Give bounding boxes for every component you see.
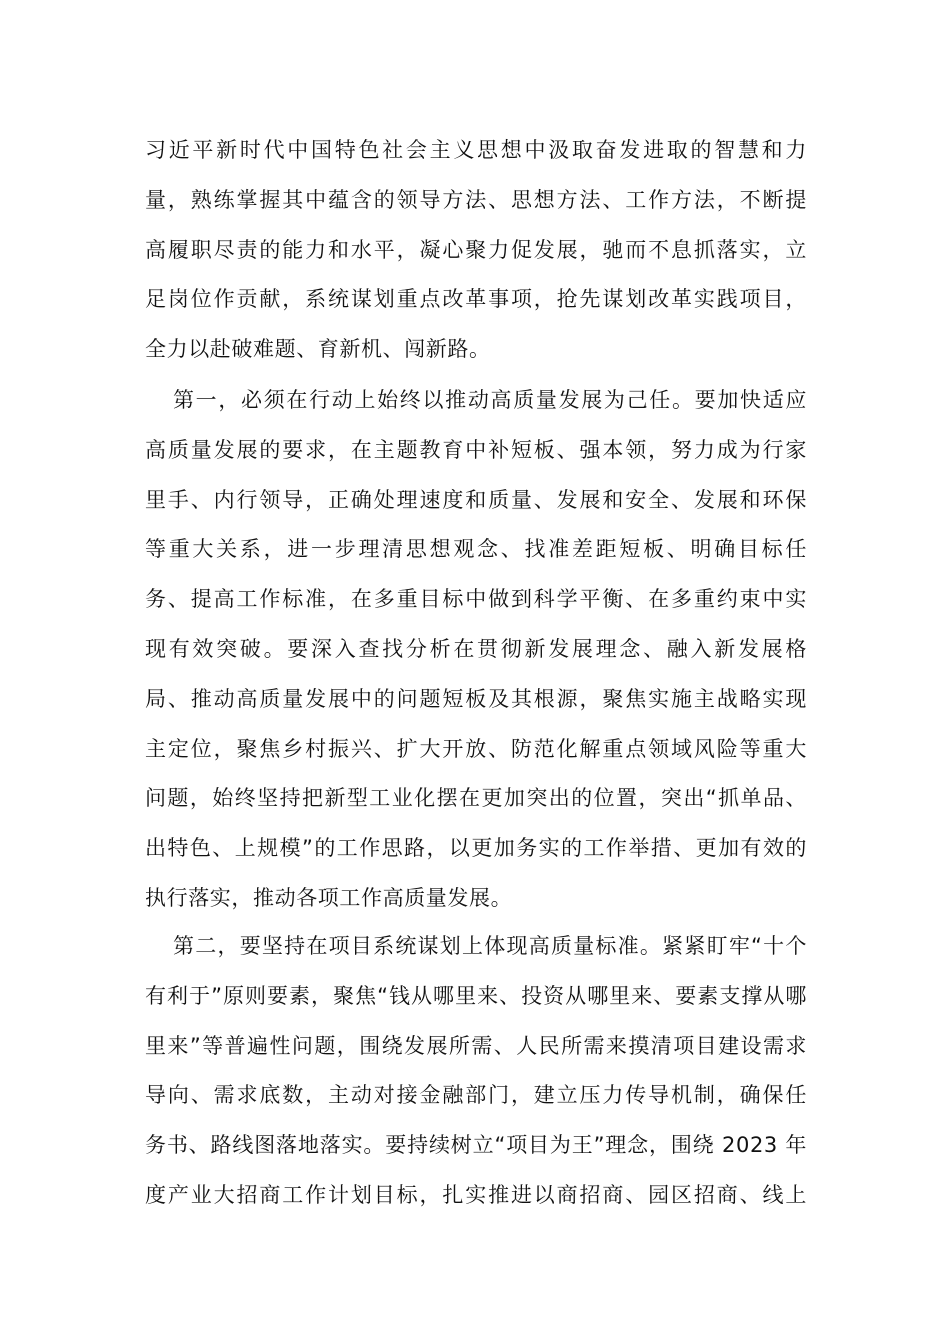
- paragraph-first-point: [145, 376, 807, 924]
- text-line: 执行落实，推动各项工作高质量发展。: [145, 885, 513, 910]
- text-line: 问题，始终坚持把新型工业化摆在更加突出的位置，突出“抓单品、: [145, 786, 807, 811]
- text-line: 务书、路线图落地落实。要持续树立“项目为王”理念，围绕 2023 年: [145, 1133, 807, 1158]
- text-line: 局、推动高质量发展中的问题短板及其根源，聚焦实施主战略实现: [145, 686, 807, 711]
- text-line: 高履职尽责的能力和水平，凝心聚力促发展，驰而不息抓落实，立: [145, 237, 807, 262]
- text-line: 足岗位作贡献，系统谋划重点改革事项，抢先谋划改革实践项目，: [145, 287, 807, 312]
- text-line: 出特色、上规模”的工作思路，以更加务实的工作举措、更加有效的: [145, 836, 807, 861]
- text-line: 里来”等普遍性问题，围绕发展所需、人民所需来摸清项目建设需求: [145, 1033, 807, 1058]
- text-line: 全力以赴破难题、育新机、闯新路。: [145, 337, 491, 362]
- text-line: 第二，要坚持在项目系统谋划上体现高质量标准。紧紧盯牢“十个: [173, 934, 807, 958]
- paragraph-continuation: [145, 126, 807, 375]
- text-line: 主定位，聚焦乡村振兴、扩大开放、防范化解重点领域风险等重大: [145, 736, 807, 761]
- text-line: 现有效突破。要深入查找分析在贯彻新发展理念、融入新发展格: [145, 636, 807, 661]
- paragraph-second-point: [145, 922, 807, 1221]
- text-line: 高质量发展的要求，在主题教育中补短板、强本领，努力成为行家: [145, 437, 807, 462]
- text-line: 度产业大招商工作计划目标，扎实推进以商招商、园区招商、线上: [145, 1182, 807, 1207]
- text-line: 务、提高工作标准，在多重目标中做到科学平衡、在多重约束中实: [145, 587, 807, 612]
- text-line: 等重大关系，进一步理清思想观念、找准差距短板、明确目标任: [145, 537, 807, 562]
- text-line: 第一，必须在行动上始终以推动高质量发展为己任。要加快适应: [173, 388, 807, 412]
- text-line: 里手、内行领导，正确处理速度和质量、发展和安全、发展和环保: [145, 487, 807, 512]
- text-line: 量，熟练掌握其中蕴含的领导方法、思想方法、工作方法，不断提: [145, 187, 807, 212]
- text-line: 有利于”原则要素，聚焦“钱从哪里来、投资从哪里来、要素支撑从哪: [145, 983, 807, 1008]
- text-line: 导向、需求底数，主动对接金融部门，建立压力传导机制，确保任: [145, 1083, 807, 1108]
- text-line: 习近平新时代中国特色社会主义思想中汲取奋发进取的智慧和力: [145, 138, 807, 162]
